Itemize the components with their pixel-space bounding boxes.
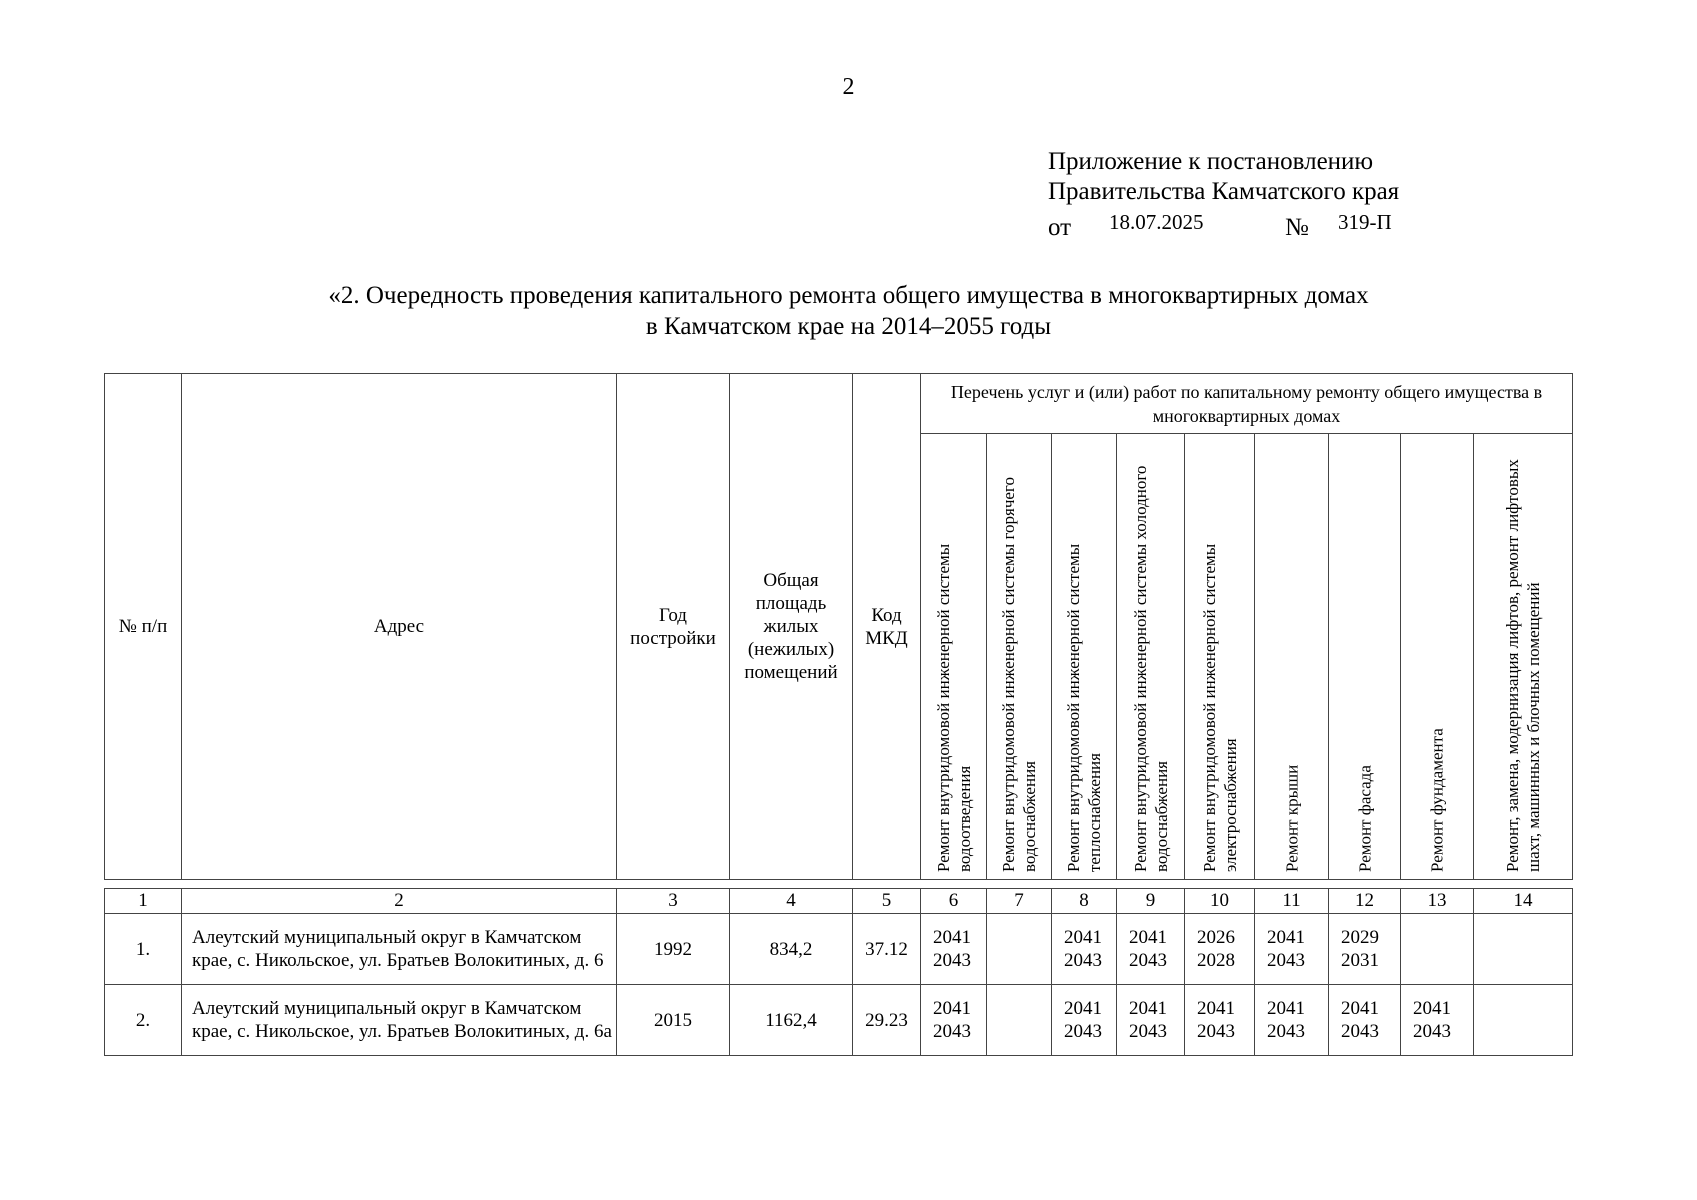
row-num: 1. (105, 914, 182, 985)
row-work-heating (1052, 985, 1117, 1056)
header-work-label: Ремонт фундамента (1427, 727, 1447, 872)
year-end: 2043 (933, 950, 971, 971)
row-work-cold-water (1117, 914, 1185, 985)
year-start: 2041 (1413, 998, 1451, 1019)
year-start: 2041 (1197, 998, 1235, 1019)
row-work-sewerage (921, 914, 987, 985)
header-work-label: Ремонт внутридомовой инженерной системы теплоснабжения (1064, 543, 1104, 872)
row-address: Алеутский муниципальный округ в Камчатском крае, с. Никольское, ул. Братьев Волокитиных, д. 6 (182, 914, 617, 985)
header-work-heating (1052, 434, 1117, 880)
row-work-hot-water (987, 985, 1052, 1056)
row-work-roof (1255, 914, 1329, 985)
header-num: № п/п (105, 374, 182, 880)
appendix-ot: от (1048, 214, 1072, 241)
table-header (104, 373, 1573, 880)
row-area: 834,2 (730, 914, 853, 985)
header-work-elevators (1474, 434, 1573, 880)
row-year: 1992 (617, 914, 730, 985)
row-work-facade (1329, 914, 1401, 985)
appendix-date: 18.07.2025 (1109, 210, 1204, 234)
column-number: 4 (730, 889, 853, 914)
header-work-facade (1329, 434, 1401, 880)
row-year: 2015 (617, 985, 730, 1056)
document-heading (0, 280, 1697, 342)
row-work-heating (1052, 914, 1117, 985)
row-work-hot-water (987, 914, 1052, 985)
heading-line-2: в Камчатском крае на 2014–2055 годы (645, 313, 1052, 340)
row-work-cold-water (1117, 985, 1185, 1056)
header-work-label: Ремонт крыши (1282, 764, 1301, 872)
appendix-date-line (1048, 207, 1399, 241)
row-address: Алеутский муниципальный округ в Камчатском крае, с. Никольское, ул. Братьев Волокитиных, д. 6а (182, 985, 617, 1056)
header-work-cold-water (1117, 434, 1185, 880)
header-works-group: Перечень услуг и (или) работ по капитальному ремонту общего имущества в многоквартирных домах (921, 374, 1573, 434)
row-work-elevators (1474, 914, 1573, 985)
page-number: 2 (842, 74, 855, 100)
header-work-roof (1255, 434, 1329, 880)
row-work-elevators (1474, 985, 1573, 1056)
year-end: 2043 (1064, 950, 1102, 971)
year-end: 2031 (1341, 950, 1379, 971)
row-work-electricity (1185, 985, 1255, 1056)
row-work-electricity (1185, 914, 1255, 985)
appendix-block (1048, 147, 1400, 241)
row-code: 37.12 (853, 914, 921, 985)
row-work-sewerage (921, 985, 987, 1056)
year-end: 2043 (933, 1021, 971, 1042)
header-work-electricity (1185, 434, 1255, 880)
appendix-number: 319-П (1338, 210, 1392, 234)
column-number: 11 (1255, 889, 1329, 914)
year-start: 2029 (1341, 927, 1379, 948)
appendix-line-2: Правительства Камчатского края (1048, 178, 1400, 205)
column-number: 12 (1329, 889, 1401, 914)
year-start: 2026 (1197, 927, 1235, 948)
row-num: 2. (105, 985, 182, 1056)
year-start: 2041 (1267, 927, 1305, 948)
table-body (104, 888, 1573, 1056)
table-row (105, 985, 1573, 1056)
header-year: Год постройки (617, 374, 730, 880)
year-start: 2041 (933, 927, 971, 948)
year-start: 2041 (1267, 998, 1305, 1019)
heading-line-1: «2. Очередность проведения капитального ремонта общего имущества в многоквартирных домах (328, 282, 1369, 309)
row-work-roof (1255, 985, 1329, 1056)
row-work-foundation (1401, 985, 1474, 1056)
header-work-label: Ремонт внутридомовой инженерной системы электроснабжения (1199, 543, 1240, 872)
year-start: 2041 (1341, 998, 1379, 1019)
year-end: 2043 (1341, 1021, 1379, 1042)
year-end: 2043 (1267, 950, 1305, 971)
year-start: 2041 (1129, 927, 1167, 948)
appendix-line-1: Приложение к постановлению (1048, 148, 1374, 175)
header-address: Адрес (182, 374, 617, 880)
column-number: 7 (987, 889, 1052, 914)
column-number: 10 (1185, 889, 1255, 914)
header-work-label: Ремонт, замена, модернизация лифтов, ремонт лифтовых шахт, машинных и блочных помещений (1503, 458, 1543, 872)
header-work-foundation (1401, 434, 1474, 880)
year-end: 2043 (1413, 1021, 1451, 1042)
column-number: 2 (182, 889, 617, 914)
year-start: 2041 (933, 998, 971, 1019)
header-work-sewerage (921, 434, 987, 880)
header-work-label: Ремонт внутридомовой инженерной системы холодного водоснабжения (1130, 465, 1171, 872)
row-area: 1162,4 (730, 985, 853, 1056)
year-start: 2041 (1064, 927, 1102, 948)
header-code: Код МКД (853, 374, 921, 880)
year-start: 2041 (1064, 998, 1102, 1019)
table-row (105, 914, 1573, 985)
row-work-foundation (1401, 914, 1474, 985)
year-end: 2043 (1064, 1021, 1102, 1042)
year-end: 2028 (1197, 950, 1235, 971)
year-end: 2043 (1129, 1021, 1167, 1042)
header-work-label: Ремонт внутридомовой инженерной системы горячего водоснабжения (999, 476, 1039, 872)
column-number: 6 (921, 889, 987, 914)
year-end: 2043 (1197, 1021, 1235, 1042)
column-number: 13 (1401, 889, 1474, 914)
column-number: 3 (617, 889, 730, 914)
column-number-row (105, 889, 1573, 914)
column-number: 1 (105, 889, 182, 914)
year-end: 2043 (1129, 950, 1167, 971)
header-work-hot-water (987, 434, 1052, 880)
row-work-facade (1329, 985, 1401, 1056)
column-number: 8 (1052, 889, 1117, 914)
column-number: 9 (1117, 889, 1185, 914)
column-number: 5 (853, 889, 921, 914)
appendix-number-sign: № (1285, 214, 1309, 241)
row-code: 29.23 (853, 985, 921, 1056)
header-work-label: Ремонт внутридомовой инженерной системы водоотведения (933, 543, 974, 872)
column-number: 14 (1474, 889, 1573, 914)
year-end: 2043 (1267, 1021, 1305, 1042)
year-start: 2041 (1129, 998, 1167, 1019)
header-area: Общая площадь жилых (нежилых) помещений (730, 374, 853, 880)
header-work-label: Ремонт фасада (1355, 764, 1374, 872)
